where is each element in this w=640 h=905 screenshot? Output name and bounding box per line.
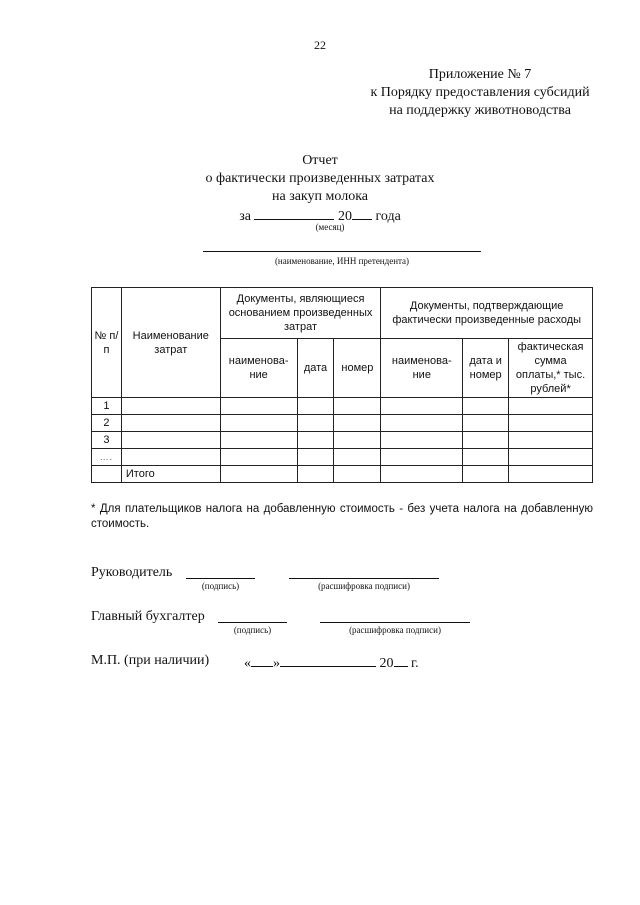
table-cell[interactable]: [463, 432, 509, 449]
appendix-line-2: к Порядку предоставления субсидий: [370, 85, 590, 100]
table-cell[interactable]: [121, 432, 220, 449]
table-cell[interactable]: [509, 466, 593, 483]
expenses-table: [91, 287, 593, 483]
table-row: [92, 432, 593, 449]
applicant-caption: (наименование, ИНН претендента): [274, 256, 410, 266]
table-cell[interactable]: [381, 398, 463, 415]
head-signature-line[interactable]: [186, 578, 255, 579]
col-name-header: Наименование затрат: [121, 288, 220, 398]
group-confirm-header: Документы, подтверждающие фактически произведенные расходы: [381, 288, 593, 339]
period-suffix: года: [375, 209, 401, 224]
table-row: [92, 398, 593, 415]
date-year-blank[interactable]: [394, 653, 408, 667]
table-cell[interactable]: [381, 432, 463, 449]
row-number: 3: [92, 432, 122, 449]
table-cell[interactable]: [509, 449, 593, 466]
date-year: 20: [379, 656, 394, 671]
table-cell[interactable]: [220, 432, 297, 449]
row-number: 2: [92, 415, 122, 432]
table-cell[interactable]: [381, 449, 463, 466]
year-blank[interactable]: [352, 206, 372, 220]
accountant-decode-caption: (расшифровка подписи): [349, 625, 441, 635]
vat-footnote: * Для плательщиков налога на добавленную стоимость - без учета налога на добавленную стоимость.: [91, 503, 593, 530]
total-label: Итого: [121, 466, 220, 483]
table-cell[interactable]: [220, 415, 297, 432]
date-suffix: г.: [411, 656, 419, 671]
head-decode-line[interactable]: [289, 578, 439, 579]
table-cell[interactable]: [297, 449, 334, 466]
month-blank[interactable]: [254, 206, 334, 220]
page-number: 22: [314, 38, 326, 52]
basis-name-header: наименова-ние: [220, 339, 297, 398]
table-total-row: [92, 466, 593, 483]
col-number-header: № п/п: [92, 288, 122, 398]
appendix-line-1: Приложение № 7: [428, 67, 532, 82]
confirm-sum-header: фактическая сумма оплаты,* тыс. рублей*: [509, 339, 593, 398]
basis-number-header: номер: [334, 339, 381, 398]
table-cell[interactable]: [121, 449, 220, 466]
table-cell[interactable]: [381, 466, 463, 483]
date-close-quote: »: [273, 656, 280, 671]
table-cell[interactable]: [220, 466, 297, 483]
table-cell[interactable]: [121, 415, 220, 432]
confirm-datenum-header: дата и номер: [463, 339, 509, 398]
table-cell[interactable]: [121, 398, 220, 415]
row-ellipsis: ….: [92, 449, 122, 466]
report-title: Отчет: [302, 153, 338, 168]
head-decode-caption: (расшифровка подписи): [318, 581, 410, 591]
table-cell[interactable]: [463, 466, 509, 483]
month-date-blank[interactable]: [280, 653, 376, 667]
table-cell[interactable]: [381, 415, 463, 432]
accountant-label: Главный бухгалтер: [91, 609, 205, 624]
head-label: Руководитель: [91, 565, 173, 580]
head-signature-caption: (подпись): [201, 581, 240, 591]
report-title-block: [0, 152, 640, 226]
period-year: 20: [337, 209, 352, 224]
table-cell[interactable]: [463, 415, 509, 432]
stamp-label: М.П. (при наличии): [91, 653, 210, 668]
table-cell[interactable]: [509, 398, 593, 415]
table-cell[interactable]: [297, 466, 334, 483]
group-basis-header: Документы, являющиеся основанием произведенных затрат: [220, 288, 381, 339]
confirm-name-header: наименова-ние: [381, 339, 463, 398]
table-cell[interactable]: [297, 398, 334, 415]
table-cell[interactable]: [334, 449, 381, 466]
row-number: 1: [92, 398, 122, 415]
date-line: [244, 653, 419, 672]
report-subtitle-2: на закуп молока: [271, 189, 368, 204]
table-cell[interactable]: [297, 432, 334, 449]
applicant-line[interactable]: [203, 251, 481, 252]
table-cell[interactable]: [463, 449, 509, 466]
table-cell[interactable]: [297, 415, 334, 432]
accountant-decode-line[interactable]: [320, 622, 470, 623]
report-subtitle-1: о фактически произведенных затратах: [205, 171, 435, 186]
month-caption: (месяц): [315, 222, 345, 232]
table-cell[interactable]: [509, 432, 593, 449]
table-cell[interactable]: [334, 432, 381, 449]
table-cell[interactable]: [220, 398, 297, 415]
table-cell[interactable]: [334, 415, 381, 432]
table-cell[interactable]: [509, 415, 593, 432]
table-row: [92, 415, 593, 432]
accountant-signature-caption: (подпись): [233, 625, 272, 635]
table-cell[interactable]: [463, 398, 509, 415]
table-row: [92, 449, 593, 466]
table-cell[interactable]: [334, 466, 381, 483]
day-blank[interactable]: [251, 653, 273, 667]
appendix-line-3: на поддержку животноводства: [389, 103, 571, 118]
table-cell[interactable]: [334, 398, 381, 415]
accountant-signature-line[interactable]: [218, 622, 287, 623]
date-open-quote: «: [244, 656, 251, 671]
appendix-heading: [330, 66, 630, 120]
basis-date-header: дата: [297, 339, 334, 398]
table-cell[interactable]: [220, 449, 297, 466]
period-prefix: за: [239, 209, 251, 224]
table-cell: [92, 466, 122, 483]
